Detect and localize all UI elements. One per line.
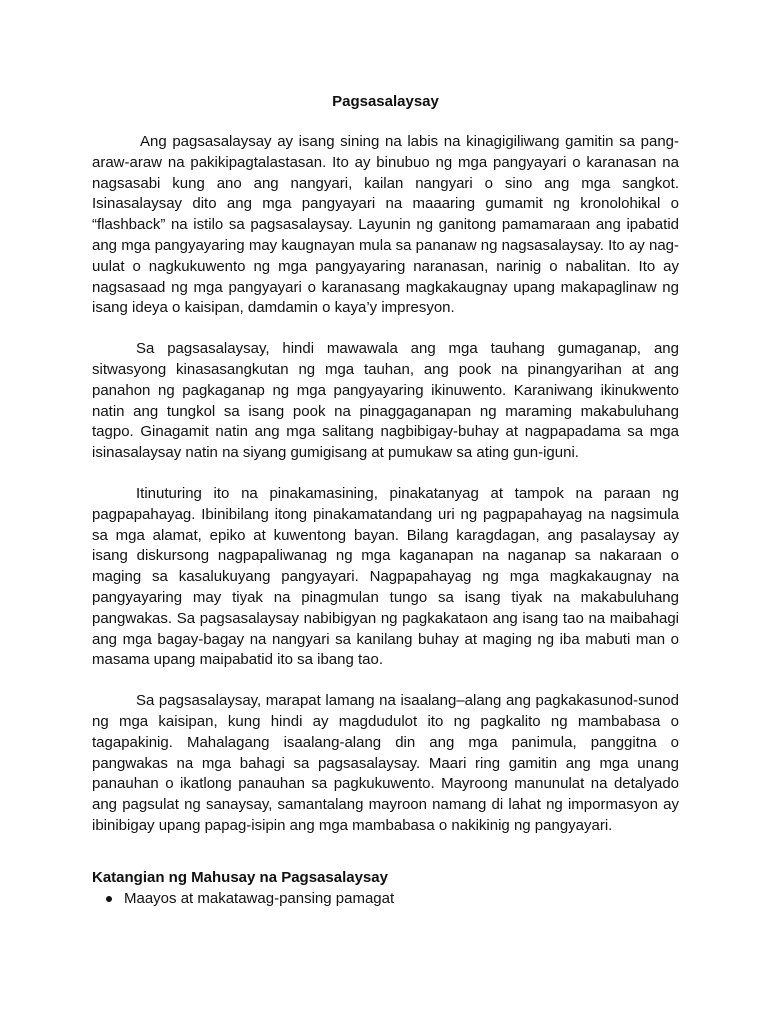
bullet-item-text: Maayos at makatawag-pansing pamagat [124,889,395,907]
paragraph-2: Sa pagsasalaysay, hindi mawawala ang mga tauhang gumaganap, ang sitwasyong kinasasangkutan ng mga tauhan, ang pook na pinangyarihan at ang panahon ng pagkaganap ng mga pangyayaring ikinuwento. Karaniwang ikinukwento natin ang tungkol sa isang pook na pinaggaganapan ng maraming makabuluhang tagpo. Ginagamit natin ang mga salitang nagbibigay-buhay at nagpapadama sa mga isinasalaysay natin na siyang gumigisang at pumukaw sa ating gun-iguni. [92,340,679,462]
bullet-item [106,888,679,910]
section-subheading: Katangian ng Mahusay na Pagsasalaysay [92,868,388,886]
document-title: Pagsasalaysay [332,93,439,110]
paragraph-3: Itinuturing ito na pinakamasining, pinakatanyag at tampok na paraan ng pagpapahayag. Ibinibilang itong pinakamatandang uri ng pagpapahayag na nagsimula sa mga alamat, epiko at kuwentong bayan. Bilang karagdagan, ang pasalaysay ay isang diskursong nagpapaliwanag ng mga kaganapan na naganap sa nakaraan o maging sa kasalukuyang pangyayari. Nagpapahayag ng mga magkakaugnay na pangyayaring may tiyak na pinagmulan tungo sa isang tiyak na makabuluhang pangwakas. Sa pagsasalaysay nabibigyan ng pagkakataon ang isang tao na maibahagi ang mga bagay-bagay na nangyari sa kanilang buhay at maging ng iba mabuti man o masama upang maipabatid ito sa ibang tao. [92,484,679,669]
document-page [92,92,679,910]
bullet-list [92,888,679,910]
bullet-dot-icon [106,896,112,902]
paragraph-1: Ang pagsasalaysay ay isang sining na labis na kinagigiliwang gamitin sa pang-araw-araw na pakikipagtalastasan. Ito ay binubuo ng mga pangyayari o karanasan na nagsasabi kung ano ang nangyari, kailan nangyari o sino ang mga sangkot. Isinasalaysay dito ang mga pangyayari na maaaring gumamit ng kronolohikal o “flashback” na istilo sa pagsasalaysay. Layunin ng ganitong pamamaraan ang ipabatid ang mga pangyayaring may kaugnayan mula sa pananaw ng nagsasalaysay. Ito ay nag-uulat o nagkukuwento ng mga pangyayaring naranasan, narinig o nabalitan. Ito ay nagsasaad ng mga pangyayari o karanasang magkakaugnay upang makapaglinaw ng isang ideya o kaisipan, damdamin o kaya’y impresyon. [92,133,679,317]
paragraph-4: Sa pagsasalaysay, marapat lamang na isaalang–alang ang pagkakasunod-sunod ng mga kaisipan, kung hindi ay magdudulot ito ng pagkalito ng mambabasa o tagapakinig. Mahalagang isaalang-alang din ang mga panimula, panggitna o pangwakas na mga bahagi sa pagsasalaysay. Maari ring gamitin ang mga unang panauhan o ikatlong panauhan sa pagkukuwento. Mayroong manunulat na detalyado ang pagsulat ng sanaysay, samantalang mayroon namang di lahat ng impormasyon ay ibinibigay upang papag-isipin ang mga mambabasa o nakikinig ng pangyayari. [92,692,679,834]
